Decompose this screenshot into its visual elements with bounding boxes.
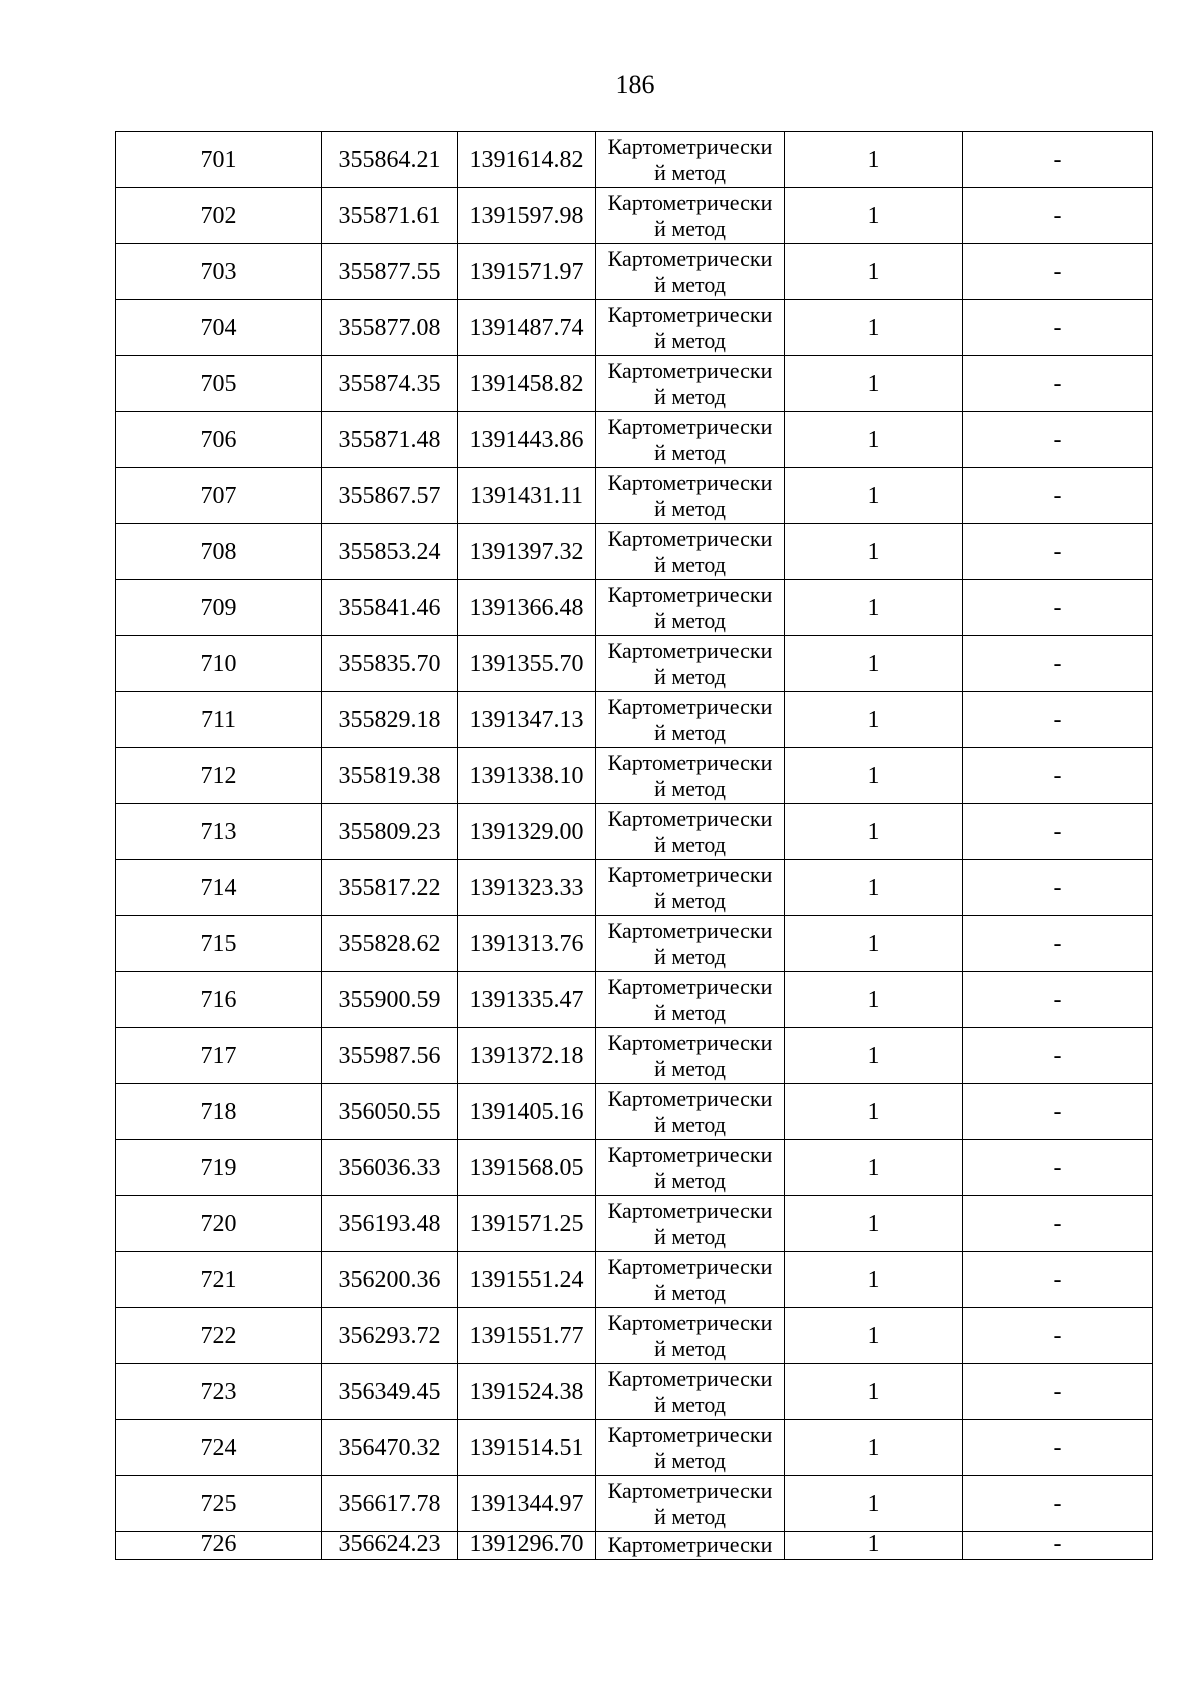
- y-coordinate-cell: 1391571.97: [458, 244, 596, 300]
- method-text-line2: й метод: [654, 943, 726, 969]
- y-coordinate-cell: 1391347.13: [458, 692, 596, 748]
- y-coordinate-cell: 1391366.48: [458, 580, 596, 636]
- x-coordinate-cell: 356193.48: [322, 1196, 458, 1252]
- x-coordinate-cell: 355871.61: [322, 188, 458, 244]
- x-coordinate-cell: 356349.45: [322, 1364, 458, 1420]
- note-cell: -: [963, 580, 1153, 636]
- method-text-line1: Картометрически: [607, 469, 773, 495]
- point-number-cell: 718: [116, 1084, 322, 1140]
- accuracy-cell: 1: [785, 916, 963, 972]
- method-text-line1: Картометрически: [607, 749, 773, 775]
- method-cell: [596, 356, 785, 412]
- note-cell: -: [963, 636, 1153, 692]
- table-row: [116, 1532, 1153, 1560]
- table-row: [116, 244, 1153, 300]
- point-number-cell: 721: [116, 1252, 322, 1308]
- point-number-cell: 724: [116, 1420, 322, 1476]
- point-number-cell: 713: [116, 804, 322, 860]
- table-row: [116, 1420, 1153, 1476]
- method-cell: [596, 1532, 785, 1560]
- note-cell: -: [963, 916, 1153, 972]
- method-cell: [596, 1140, 785, 1196]
- method-text-line2: й метод: [654, 999, 726, 1025]
- accuracy-cell: 1: [785, 748, 963, 804]
- table-row: [116, 132, 1153, 188]
- note-cell: -: [963, 1476, 1153, 1532]
- y-coordinate-cell: 1391344.97: [458, 1476, 596, 1532]
- method-text-line2: й метод: [654, 719, 726, 745]
- x-coordinate-cell: 356617.78: [322, 1476, 458, 1532]
- accuracy-cell: 1: [785, 1028, 963, 1084]
- x-coordinate-cell: 355809.23: [322, 804, 458, 860]
- table-row: [116, 188, 1153, 244]
- method-cell: [596, 1028, 785, 1084]
- table-row: [116, 1028, 1153, 1084]
- x-coordinate-cell: 355853.24: [322, 524, 458, 580]
- x-coordinate-cell: 355817.22: [322, 860, 458, 916]
- note-cell: -: [963, 1420, 1153, 1476]
- table-row: [116, 1252, 1153, 1308]
- y-coordinate-cell: 1391338.10: [458, 748, 596, 804]
- note-cell: -: [963, 132, 1153, 188]
- table-row: [116, 356, 1153, 412]
- method-text-line2: й метод: [654, 887, 726, 913]
- x-coordinate-cell: 355864.21: [322, 132, 458, 188]
- accuracy-cell: 1: [785, 356, 963, 412]
- note-cell: -: [963, 412, 1153, 468]
- page-number: 186: [615, 70, 655, 99]
- method-cell: [596, 972, 785, 1028]
- method-text-line2: й метод: [654, 551, 726, 577]
- note-cell: -: [963, 468, 1153, 524]
- y-coordinate-cell: 1391551.77: [458, 1308, 596, 1364]
- y-coordinate-cell: 1391514.51: [458, 1420, 596, 1476]
- method-cell: [596, 916, 785, 972]
- point-number-cell: 722: [116, 1308, 322, 1364]
- y-coordinate-cell: 1391397.32: [458, 524, 596, 580]
- method-text-line2: й метод: [654, 215, 726, 241]
- y-coordinate-cell: 1391296.70: [458, 1532, 596, 1560]
- method-text-line2: й метод: [654, 663, 726, 689]
- accuracy-cell: 1: [785, 300, 963, 356]
- method-text-line2: й метод: [654, 271, 726, 297]
- method-text-line1: Картометрически: [607, 301, 773, 327]
- x-coordinate-cell: 355987.56: [322, 1028, 458, 1084]
- table-row: [116, 1476, 1153, 1532]
- accuracy-cell: 1: [785, 1532, 963, 1560]
- accuracy-cell: 1: [785, 580, 963, 636]
- method-cell: [596, 1308, 785, 1364]
- method-cell: [596, 1364, 785, 1420]
- y-coordinate-cell: 1391335.47: [458, 972, 596, 1028]
- method-cell: [596, 580, 785, 636]
- y-coordinate-cell: 1391597.98: [458, 188, 596, 244]
- note-cell: -: [963, 804, 1153, 860]
- method-text-line2: й метод: [654, 607, 726, 633]
- accuracy-cell: 1: [785, 524, 963, 580]
- point-number-cell: 711: [116, 692, 322, 748]
- note-cell: -: [963, 748, 1153, 804]
- point-number-cell: 708: [116, 524, 322, 580]
- y-coordinate-cell: 1391431.11: [458, 468, 596, 524]
- note-cell: -: [963, 692, 1153, 748]
- method-text-line1: Картометрически: [607, 1309, 773, 1335]
- method-cell: [596, 692, 785, 748]
- method-cell: [596, 636, 785, 692]
- note-cell: -: [963, 1196, 1153, 1252]
- method-text-line1: Картометрически: [607, 1365, 773, 1391]
- table-row: [116, 1196, 1153, 1252]
- point-number-cell: 726: [116, 1532, 322, 1560]
- method-text-line2: й метод: [654, 1279, 726, 1305]
- accuracy-cell: 1: [785, 1420, 963, 1476]
- table-row: [116, 524, 1153, 580]
- y-coordinate-cell: 1391313.76: [458, 916, 596, 972]
- x-coordinate-cell: 355877.08: [322, 300, 458, 356]
- method-text-line2: й метод: [654, 495, 726, 521]
- method-text-line2: й метод: [654, 1223, 726, 1249]
- x-coordinate-cell: 356293.72: [322, 1308, 458, 1364]
- note-cell: -: [963, 1308, 1153, 1364]
- accuracy-cell: 1: [785, 804, 963, 860]
- method-cell: [596, 1476, 785, 1532]
- note-cell: -: [963, 1028, 1153, 1084]
- table-body: [116, 132, 1153, 1560]
- point-number-cell: 715: [116, 916, 322, 972]
- method-text-line1: Картометрически: [607, 1197, 773, 1223]
- point-number-cell: 717: [116, 1028, 322, 1084]
- point-number-cell: 716: [116, 972, 322, 1028]
- table-row: [116, 580, 1153, 636]
- point-number-cell: 709: [116, 580, 322, 636]
- y-coordinate-cell: 1391372.18: [458, 1028, 596, 1084]
- table-row: [116, 804, 1153, 860]
- method-text-line2: й метод: [654, 1167, 726, 1193]
- method-text-line2: й метод: [654, 775, 726, 801]
- table-row: [116, 692, 1153, 748]
- method-text-line1: Картометрически: [607, 637, 773, 663]
- table-row: [116, 1140, 1153, 1196]
- method-text-line2: й метод: [654, 383, 726, 409]
- method-cell: [596, 1084, 785, 1140]
- method-text-line1: Картометрически: [607, 581, 773, 607]
- point-number-cell: 703: [116, 244, 322, 300]
- method-text-line2: й метод: [654, 1111, 726, 1137]
- method-text-line1: Картометрически: [607, 1029, 773, 1055]
- y-coordinate-cell: 1391323.33: [458, 860, 596, 916]
- method-text-line1: Картометрически: [607, 1085, 773, 1111]
- table-row: [116, 468, 1153, 524]
- accuracy-cell: 1: [785, 244, 963, 300]
- x-coordinate-cell: 355835.70: [322, 636, 458, 692]
- y-coordinate-cell: 1391614.82: [458, 132, 596, 188]
- accuracy-cell: 1: [785, 1084, 963, 1140]
- method-text-line2: й метод: [654, 1055, 726, 1081]
- method-text-line1: Картометрически: [607, 917, 773, 943]
- point-number-cell: 723: [116, 1364, 322, 1420]
- x-coordinate-cell: 355874.35: [322, 356, 458, 412]
- x-coordinate-cell: 355841.46: [322, 580, 458, 636]
- y-coordinate-cell: 1391355.70: [458, 636, 596, 692]
- point-number-cell: 704: [116, 300, 322, 356]
- method-text-line1: Картометрически: [607, 1141, 773, 1167]
- note-cell: -: [963, 1140, 1153, 1196]
- x-coordinate-cell: 355819.38: [322, 748, 458, 804]
- method-cell: [596, 860, 785, 916]
- method-cell: [596, 804, 785, 860]
- point-number-cell: 706: [116, 412, 322, 468]
- table-row: [116, 748, 1153, 804]
- method-text-line1: Картометрически: [607, 133, 773, 159]
- accuracy-cell: 1: [785, 1140, 963, 1196]
- method-text-line1: Картометрически: [607, 973, 773, 999]
- x-coordinate-cell: 355867.57: [322, 468, 458, 524]
- y-coordinate-cell: 1391524.38: [458, 1364, 596, 1420]
- point-number-cell: 710: [116, 636, 322, 692]
- y-coordinate-cell: 1391568.05: [458, 1140, 596, 1196]
- accuracy-cell: 1: [785, 1252, 963, 1308]
- x-coordinate-cell: 355877.55: [322, 244, 458, 300]
- table-row: [116, 1364, 1153, 1420]
- note-cell: -: [963, 524, 1153, 580]
- table-row: [116, 1084, 1153, 1140]
- x-coordinate-cell: 355829.18: [322, 692, 458, 748]
- note-cell: -: [963, 188, 1153, 244]
- x-coordinate-cell: 356200.36: [322, 1252, 458, 1308]
- x-coordinate-cell: 355871.48: [322, 412, 458, 468]
- accuracy-cell: 1: [785, 860, 963, 916]
- method-text-line2: й метод: [654, 327, 726, 353]
- x-coordinate-cell: 355828.62: [322, 916, 458, 972]
- note-cell: -: [963, 1532, 1153, 1560]
- method-cell: [596, 524, 785, 580]
- method-text-line2: й метод: [654, 1335, 726, 1361]
- method-text-line1: Картометрически: [607, 861, 773, 887]
- x-coordinate-cell: 355900.59: [322, 972, 458, 1028]
- accuracy-cell: 1: [785, 1476, 963, 1532]
- method-text-line1: Картометрически: [607, 1253, 773, 1279]
- method-cell: [596, 748, 785, 804]
- method-cell: [596, 300, 785, 356]
- note-cell: -: [963, 860, 1153, 916]
- method-cell: [596, 1196, 785, 1252]
- note-cell: -: [963, 972, 1153, 1028]
- method-text-line1: Картометрически: [607, 413, 773, 439]
- point-number-cell: 701: [116, 132, 322, 188]
- accuracy-cell: 1: [785, 636, 963, 692]
- note-cell: -: [963, 1364, 1153, 1420]
- method-text-line2: й метод: [654, 1391, 726, 1417]
- method-text-line1: Картометрически: [607, 1532, 773, 1557]
- table-row: [116, 300, 1153, 356]
- method-cell: [596, 1420, 785, 1476]
- method-cell: [596, 188, 785, 244]
- coordinates-table: [115, 131, 1153, 1560]
- point-number-cell: 705: [116, 356, 322, 412]
- table-row: [116, 636, 1153, 692]
- method-cell: [596, 1252, 785, 1308]
- y-coordinate-cell: 1391458.82: [458, 356, 596, 412]
- table-row: [116, 1308, 1153, 1364]
- method-text-line2: й метод: [654, 159, 726, 185]
- method-cell: [596, 132, 785, 188]
- method-cell: [596, 468, 785, 524]
- accuracy-cell: 1: [785, 1364, 963, 1420]
- method-text-line1: Картометрически: [607, 525, 773, 551]
- point-number-cell: 719: [116, 1140, 322, 1196]
- note-cell: -: [963, 244, 1153, 300]
- y-coordinate-cell: 1391443.86: [458, 412, 596, 468]
- method-text-line1: Картометрически: [607, 245, 773, 271]
- accuracy-cell: 1: [785, 972, 963, 1028]
- method-cell: [596, 244, 785, 300]
- table-row: [116, 412, 1153, 468]
- note-cell: -: [963, 1252, 1153, 1308]
- method-text-line2: й метод: [654, 831, 726, 857]
- accuracy-cell: 1: [785, 692, 963, 748]
- table-row: [116, 972, 1153, 1028]
- point-number-cell: 725: [116, 1476, 322, 1532]
- x-coordinate-cell: 356624.23: [322, 1532, 458, 1560]
- method-text-line2: й метод: [654, 439, 726, 465]
- accuracy-cell: 1: [785, 132, 963, 188]
- method-text-line1: Картометрически: [607, 1421, 773, 1447]
- method-text-line1: Картометрически: [607, 1477, 773, 1503]
- accuracy-cell: 1: [785, 188, 963, 244]
- method-text-line1: Картометрически: [607, 357, 773, 383]
- x-coordinate-cell: 356470.32: [322, 1420, 458, 1476]
- accuracy-cell: 1: [785, 412, 963, 468]
- accuracy-cell: 1: [785, 1196, 963, 1252]
- y-coordinate-cell: 1391571.25: [458, 1196, 596, 1252]
- point-number-cell: 707: [116, 468, 322, 524]
- point-number-cell: 702: [116, 188, 322, 244]
- method-text-line1: Картометрически: [607, 189, 773, 215]
- note-cell: -: [963, 300, 1153, 356]
- y-coordinate-cell: 1391329.00: [458, 804, 596, 860]
- table-row: [116, 860, 1153, 916]
- point-number-cell: 714: [116, 860, 322, 916]
- method-cell: [596, 412, 785, 468]
- point-number-cell: 712: [116, 748, 322, 804]
- method-text-line1: Картометрически: [607, 805, 773, 831]
- x-coordinate-cell: 356036.33: [322, 1140, 458, 1196]
- point-number-cell: 720: [116, 1196, 322, 1252]
- note-cell: -: [963, 356, 1153, 412]
- method-text-line1: Картометрически: [607, 693, 773, 719]
- accuracy-cell: 1: [785, 468, 963, 524]
- method-text-line2: й метод: [654, 1447, 726, 1473]
- y-coordinate-cell: 1391405.16: [458, 1084, 596, 1140]
- y-coordinate-cell: 1391551.24: [458, 1252, 596, 1308]
- note-cell: -: [963, 1084, 1153, 1140]
- table-row: [116, 916, 1153, 972]
- x-coordinate-cell: 356050.55: [322, 1084, 458, 1140]
- y-coordinate-cell: 1391487.74: [458, 300, 596, 356]
- method-text-line2: й метод: [654, 1503, 726, 1529]
- accuracy-cell: 1: [785, 1308, 963, 1364]
